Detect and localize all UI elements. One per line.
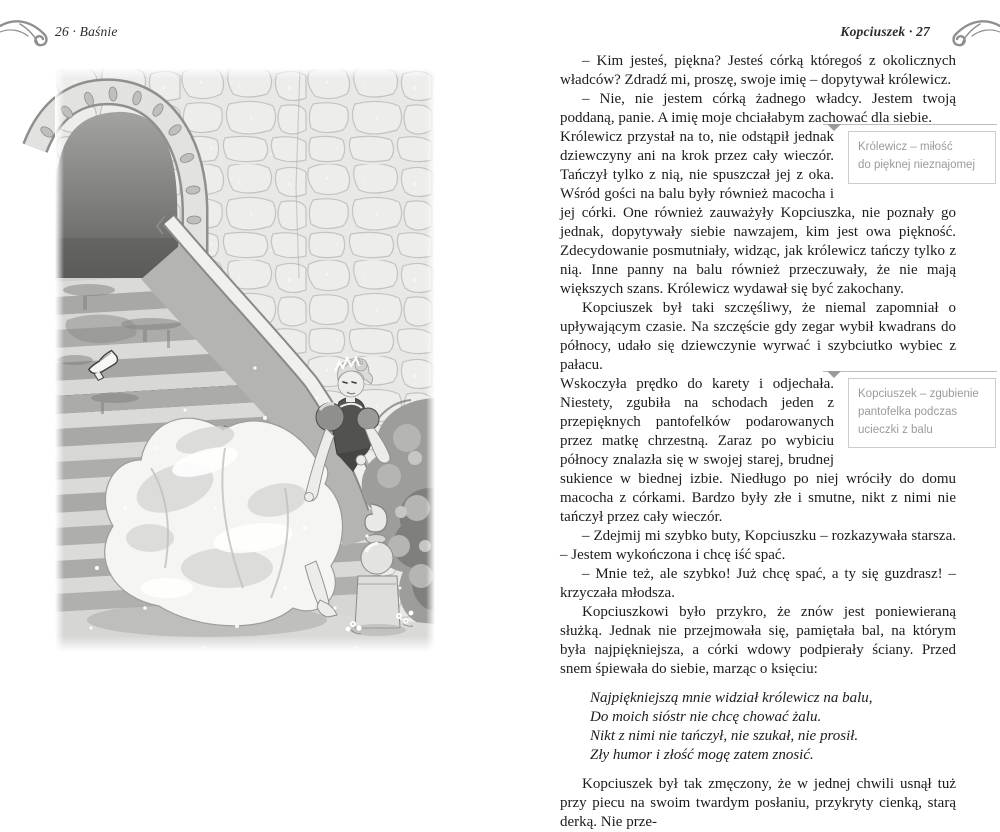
paragraph: – Kim jesteś, piękna? Jesteś córką któregoś z okolicznych władców? Zdradź mi, proszę, swoje imię – dopytywał królewicz. xyxy=(560,53,956,88)
corner-flourish-icon xyxy=(0,14,52,52)
story-text-column xyxy=(560,52,979,832)
paragraph-text: Królewicz przystał na to, nie odstąpił jednak dziewczyny ani na krok przez cały wieczór. Tańczył tylko z nią, nie spuszczał jej z oka. Wśród gości na balu były również macocha i jej córki. One również zauważyły Kopciuszka, nie poznały go jednak, dopytywały siebie nawzajem, kim jest owa piękność. Zdecydowanie posmutniały, widząc, jak królewicz tańczy tylko z nią. Inne panny na balu również przeczuwały, że nie mają większych szans. Królewicz wydawał się być zakochany. xyxy=(560,129,956,297)
note-connector-line xyxy=(823,124,997,125)
margin-note xyxy=(848,131,996,184)
note-line: ucieczki z balu xyxy=(858,423,933,436)
paragraph: Kopciuszkowi było przykro, że znów jest poniewieraną służką. Jednak nie przejmowała się, pamiętała bal, na którym była najpiękniejsza, a córki wdowy podpierały ściany. Przed snem śpiewała do siebie, marząc o księciu: xyxy=(560,604,956,677)
note-arrow-icon xyxy=(827,124,841,131)
paragraph: – Mnie też, ale szybko! Już chcę spać, a ty się guzdrasz! – krzyczała młodsza. xyxy=(560,566,956,601)
note-line: Kopciuszek – zgubienie xyxy=(858,388,979,400)
note-arrow-icon xyxy=(827,371,841,378)
paragraph-text: Kopciuszek był taki szczęśliwy, że niemal zapomniał o upływającym czasie. Na szczęście gdy zegar wybił kwadrans do północy, udało się dziewczynie wyrwać i szybciutko wybiec z pałacu. xyxy=(560,300,956,373)
paragraph: – Zdejmij mi szybko buty, Kopciuszku – rozkazywała starsza. – Jestem wykończona i chcę iść spać. xyxy=(560,528,956,563)
song-verse xyxy=(590,689,956,765)
paragraph-text: Wskoczyła prędko do karety i odjechała. Niestety, zgubiła na schodach jeden z przepięknych pantofelków podarowanych przez matkę chrzestną. Zaraz po wybiciu północy znalazła się w swojej starej, brudnej sukience w biednej izbie. Niedługo po niej wróciły do domu macocha z córkami. Bardzo były złe i smutne, nikt z nimi nie tańczył przez cały wieczór. xyxy=(560,376,956,525)
note-connector-line xyxy=(823,371,997,372)
margin-note xyxy=(848,378,996,448)
cinderella-illustration xyxy=(55,68,435,652)
verse-line: Do moich sióstr nie chcę chować żalu. xyxy=(590,709,822,725)
verse-line: Nikt z nimi nie tańczył, nie szukał, nie prosił. xyxy=(590,728,859,744)
verse-line: Zły humor i złość mogę zatem znosić. xyxy=(590,747,814,763)
left-page-header: 26 · Baśnie xyxy=(55,24,118,39)
note-line: Królewicz – miłość xyxy=(858,141,953,153)
verse-line: Najpiękniejszą mnie widział królewicz na balu, xyxy=(590,690,873,706)
note-line: do pięknej nieznajomej xyxy=(858,158,975,171)
right-page-header: Kopciuszek · 27 xyxy=(840,24,930,39)
paragraph xyxy=(560,299,956,375)
paragraph: Kopciuszek był tak zmęczony, że w jednej chwili usnął tuż przy piecu na swoim twardym posłaniu, przykryty cienką, starą derką. Nie prze- xyxy=(560,776,956,830)
note-line: pantofelka podczas xyxy=(858,405,958,418)
corner-flourish-icon xyxy=(948,14,1000,52)
paragraph: – Nie, nie jestem córką żadnego władcy. Jestem twoją poddaną, panie. A imię moje chciałabym zachować dla siebie. xyxy=(560,91,956,126)
